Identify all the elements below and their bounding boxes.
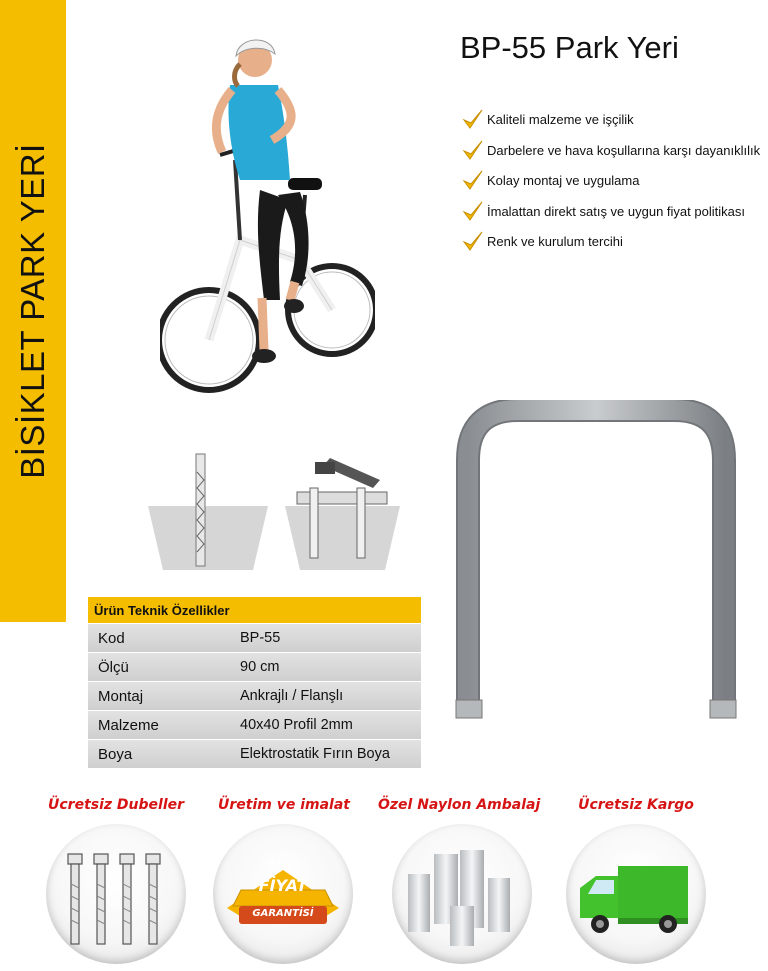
badge-dubel [46,824,186,964]
badge-uretim [213,824,353,964]
anchor-install-icon [148,452,268,572]
check-icon [462,169,484,193]
spec-table [88,597,421,768]
screw-anchor-icon [46,824,186,964]
feature-item [462,110,760,141]
feature-text: İmalattan direkt satış ve uygun fiyat politikası [487,203,745,219]
feature-text: Kaliteli malzeme ve işçilik [487,112,634,127]
sticker-middle: FİYAT [258,876,308,895]
spec-row [88,682,421,710]
feature-item [462,171,760,202]
check-icon [462,108,484,132]
spec-row [88,740,421,768]
badge-label-dubel: Ücretsiz Dubeller [48,797,185,813]
sidebar-label: BİSİKLET PARK YERİ [14,143,51,479]
badge-label-kargo: Ücretsiz Kargo [578,797,694,813]
feature-item [462,202,760,233]
sticker-top: düşük [266,856,300,869]
spec-value: 40x40 Profil 2mm [240,717,353,733]
delivery-truck-icon [566,824,706,964]
check-icon [462,200,484,224]
feature-text: Kolay montaj ve uygulama [487,173,640,188]
spec-key: Boya [98,746,133,763]
sidebar-banner [0,0,66,622]
spec-key: Montaj [98,688,144,705]
badge-label-ambalaj: Özel Naylon Ambalaj [378,797,541,813]
feature-text: Darbelere ve hava koşullarına karşı dayanıklılık [487,142,761,158]
feature-text: Renk ve kurulum tercihi [487,234,623,249]
feature-item [462,232,760,263]
film-roll-icon [392,824,532,964]
spec-row [88,711,421,739]
badge-kargo [566,824,706,964]
sticker-bottom: GARANTİSİ [252,908,314,919]
flange-install-icon [285,452,400,572]
feature-item [462,141,760,172]
spec-value: BP-55 [240,630,281,646]
spec-table-title: Ürün Teknik Özellikler [88,597,421,623]
check-icon [462,139,484,163]
badge-label-uretim: Üretim ve imalat [218,797,350,813]
feature-list [462,110,760,263]
cyclist-photo [160,20,375,405]
spec-row [88,624,421,652]
spec-value: Elektrostatik Fırın Boya [240,746,390,762]
check-icon [462,230,484,254]
spec-row [88,653,421,681]
bike-rack-photo [452,400,742,725]
page-title: BP-55 Park Yeri [460,30,679,65]
spec-value: Ankrajlı / Flanşlı [240,688,344,704]
spec-key: Ölçü [98,659,129,676]
badge-ambalaj [392,824,532,964]
spec-value: 90 cm [240,659,280,675]
spec-key: Kod [98,630,125,647]
spec-key: Malzeme [98,717,159,734]
